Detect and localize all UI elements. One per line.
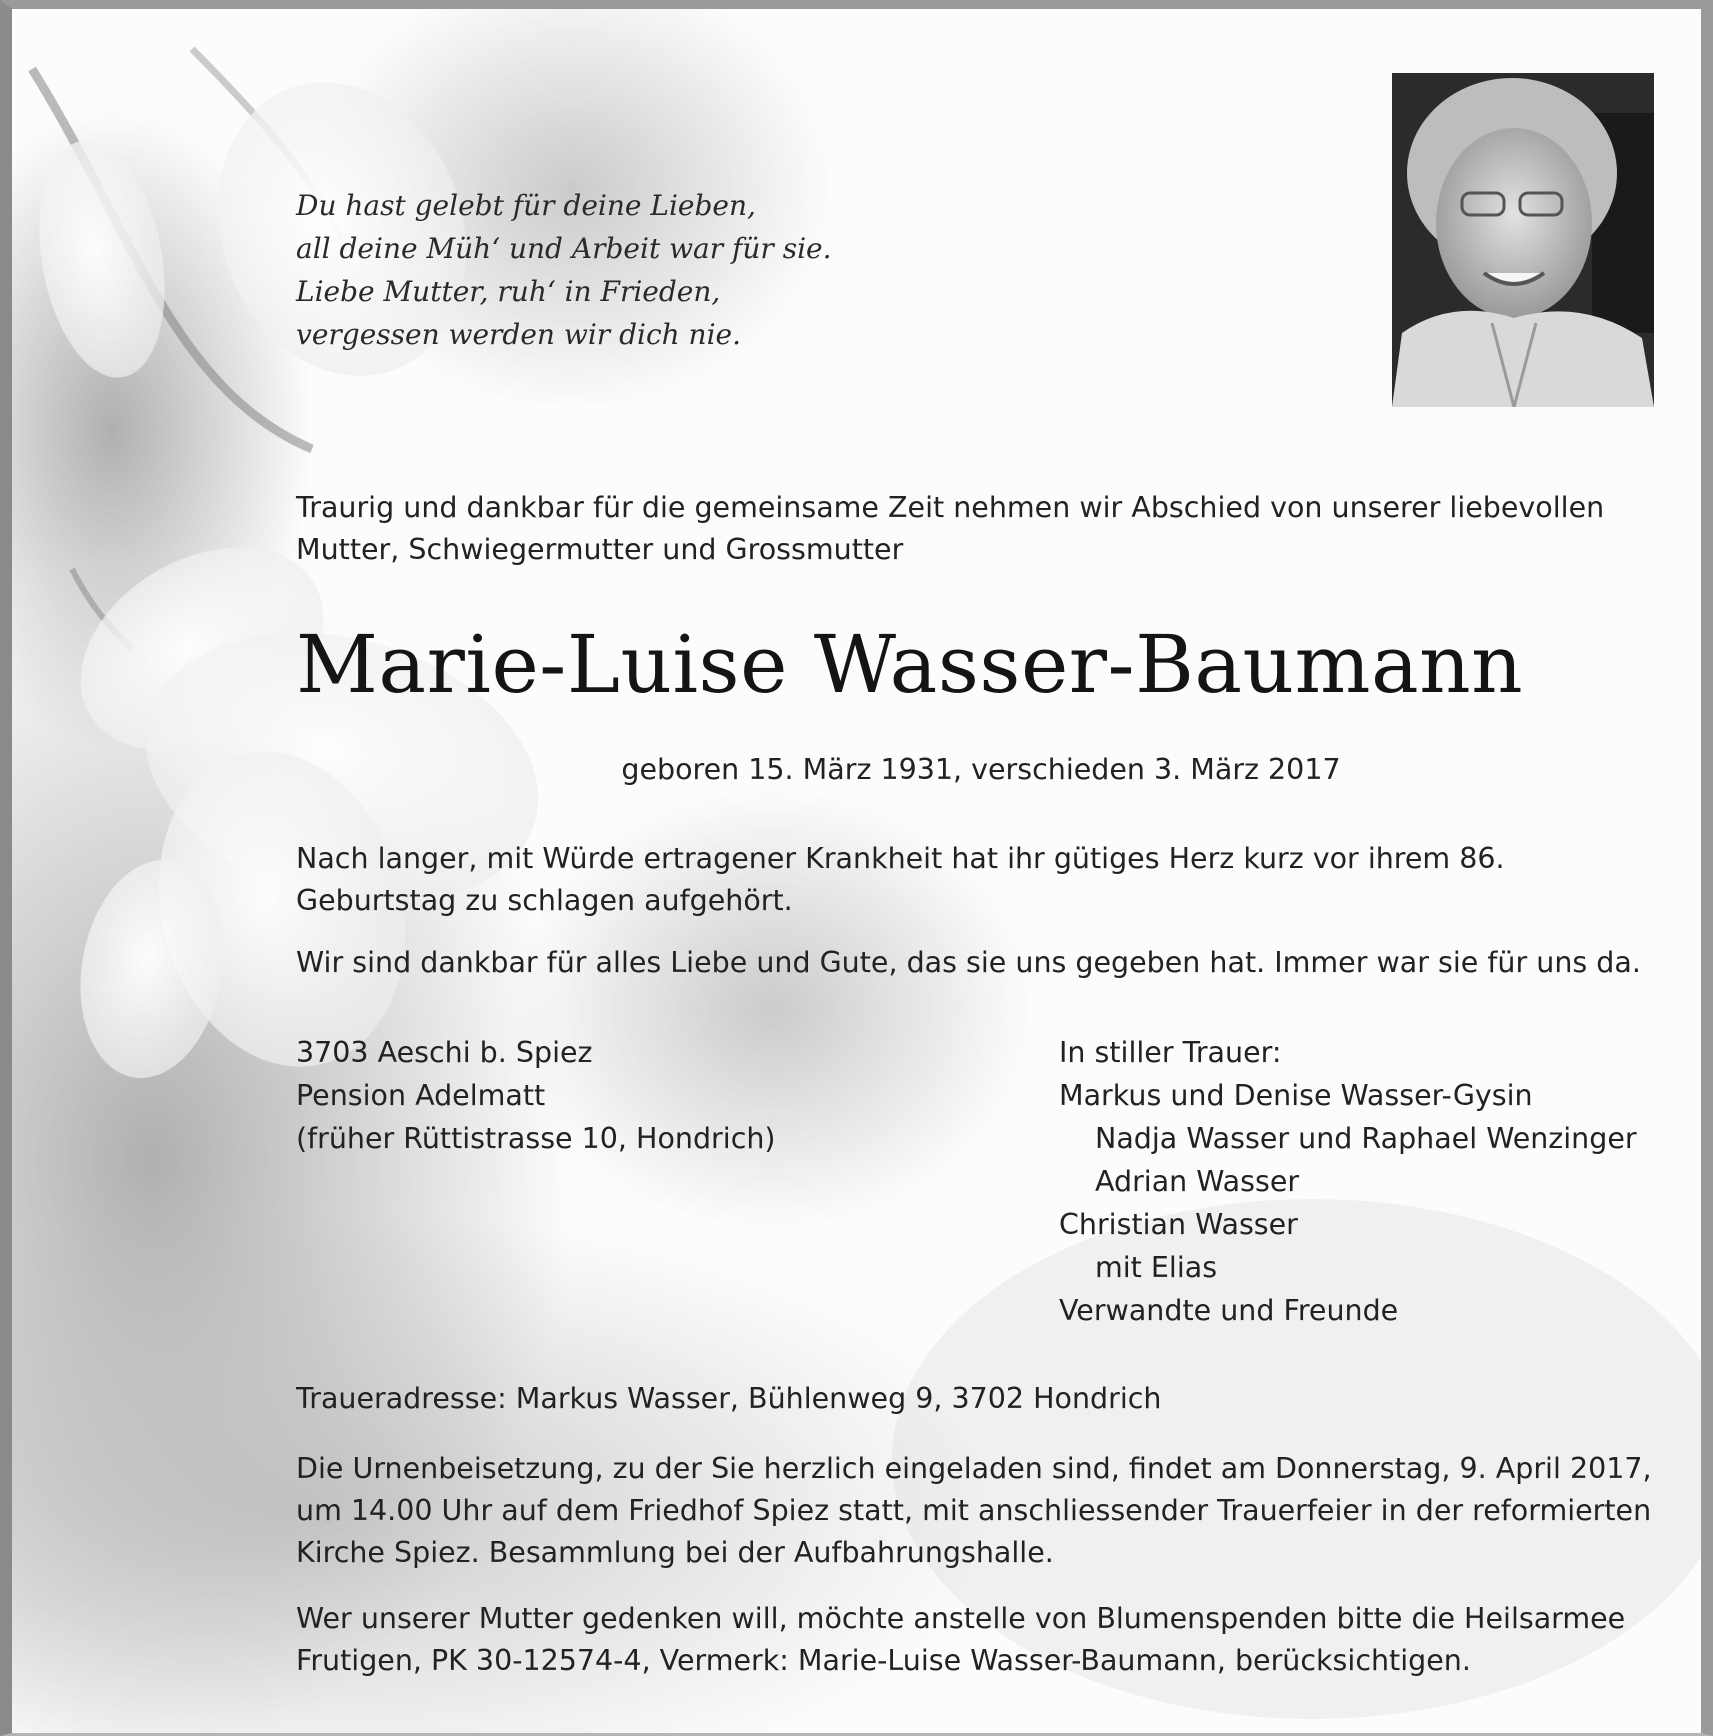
portrait-photo xyxy=(1392,73,1654,407)
poem-line: Du hast gelebt für deine Lieben, xyxy=(296,189,756,222)
address-line: 3703 Aeschi b. Spiez xyxy=(296,1036,593,1069)
poem-verse xyxy=(296,184,832,356)
mourner-line: Nadja Wasser und Raphael Wenzinger xyxy=(1095,1122,1637,1155)
deceased-name: Marie-Luise Wasser-Baumann xyxy=(296,618,1524,711)
donation-info-paragraph: Wer unserer Mutter gedenken will, möchte anstelle von Blumenspenden bitte die Heilsarmee Frutigen, PK 30-12574-4, Vermerk: Marie-Luise Wasser-Baumann, berücksichtigen. xyxy=(296,1602,1626,1677)
mourner-line: mit Elias xyxy=(1095,1251,1218,1284)
address-line: (früher Rüttistrasse 10, Hondrich) xyxy=(296,1122,776,1155)
home-address xyxy=(296,1031,776,1160)
mourners-heading: In stiller Trauer: xyxy=(1059,1036,1282,1069)
mourning-address: Traueradresse: Markus Wasser, Bühlenweg 9, 3702 Hondrich xyxy=(296,1382,1162,1415)
intro-text: Traurig und dankbar für die gemeinsame Zeit nehmen wir Abschied von unserer liebevollen Mutter, Schwiegermutter und Grossmutter xyxy=(296,491,1605,566)
mourner-line: Markus und Denise Wasser-Gysin xyxy=(1059,1079,1533,1112)
mourners-list xyxy=(1059,1031,1637,1332)
illness-paragraph: Nach langer, mit Würde ertragener Krankheit hat ihr gütiges Herz kurz vor ihrem 86. Geburtstag zu schlagen aufgehört. xyxy=(296,842,1505,917)
poem-line: all deine Müh‘ und Arbeit war für sie. xyxy=(296,232,832,265)
poem-line: vergessen werden wir dich nie. xyxy=(296,318,742,351)
poem-line: Liebe Mutter, ruh‘ in Frieden, xyxy=(296,275,721,308)
address-line: Pension Adelmatt xyxy=(296,1079,546,1112)
mourner-line: Adrian Wasser xyxy=(1095,1165,1300,1198)
mourner-line: Verwandte und Freunde xyxy=(1059,1294,1399,1327)
life-dates: geboren 15. März 1931, verschieden 3. März 2017 xyxy=(621,753,1341,786)
funeral-info-paragraph: Die Urnenbeisetzung, zu der Sie herzlich eingeladen sind, findet am Donnerstag, 9. April 2017, um 14.00 Uhr auf dem Friedhof Spiez statt, mit anschliessender Trauerfeier in der reformierten Kirche Spiez. Besammlung bei der Aufbahrungshalle. xyxy=(296,1452,1652,1569)
thanks-paragraph: Wir sind dankbar für alles Liebe und Gute, das sie uns gegeben hat. Immer war sie für uns da. xyxy=(296,946,1641,979)
mourner-line: Christian Wasser xyxy=(1059,1208,1298,1241)
